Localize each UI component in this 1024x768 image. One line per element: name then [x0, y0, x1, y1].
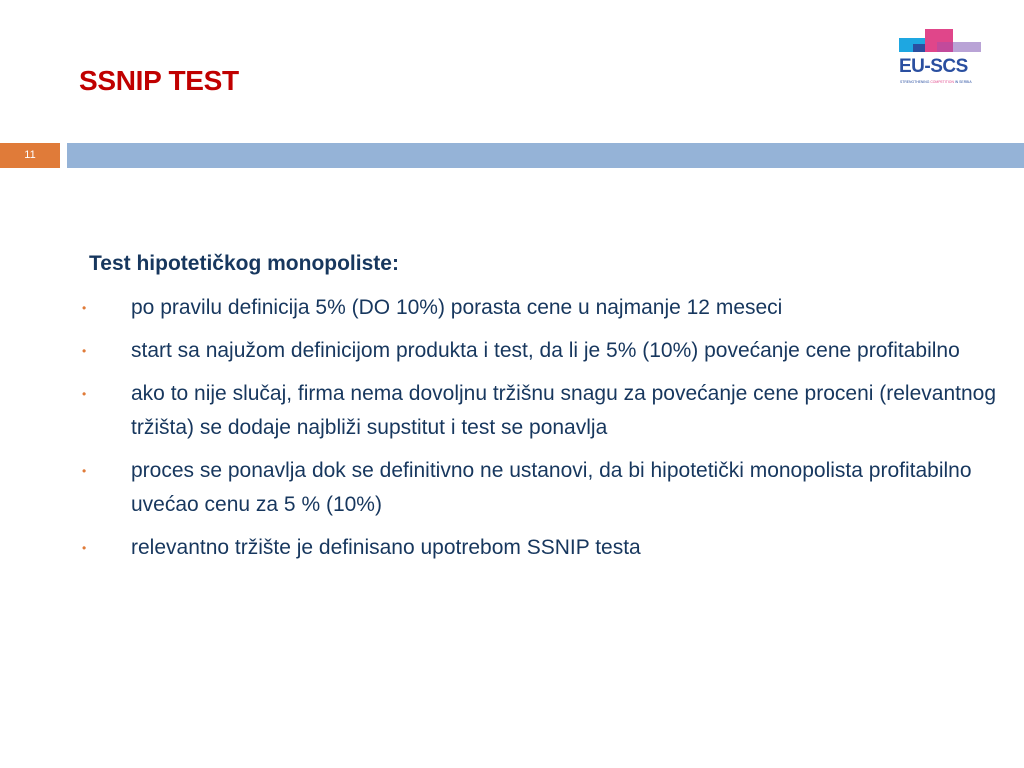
- page-number-box: [0, 143, 60, 168]
- logo-blocks-icon: [897, 28, 985, 58]
- bullet-item: [78, 291, 998, 325]
- bullet-icon: •: [82, 344, 87, 358]
- bullet-text: proces se ponavlja dok se definitivno ne ustanovi, da bi hipotetički monopolista profitabilno uvećao cenu za 5 % (10%): [131, 459, 972, 516]
- bullet-text: ako to nije slučaj, firma nema dovoljnu tržišnu snagu za povećanje cene proceni (relevantnog tržišta) se dodaje najbliži supstitut i test se ponavlja: [131, 382, 996, 439]
- bullet-text: po pravilu definicija 5% (DO 10%) porasta cene u najmanje 12 meseci: [131, 296, 783, 319]
- logo-tagline: [900, 80, 972, 84]
- logo-name: EU-SCS: [899, 56, 968, 77]
- bullet-text: start sa najužom definicijom produkta i test, da li je 5% (10%) povećanje cene profitabilno: [131, 339, 960, 362]
- bullet-list: [78, 291, 998, 565]
- slide-title: SSNIP TEST: [79, 65, 239, 96]
- bullet-icon: •: [82, 301, 87, 315]
- bullet-icon: •: [82, 541, 87, 555]
- slide-body: [78, 249, 998, 574]
- logo-tagline-end: IN SERBIA: [953, 80, 972, 84]
- bullet-item: [78, 334, 998, 368]
- eu-scs-logo: [897, 28, 985, 86]
- header-bar: [67, 143, 1024, 168]
- bullet-item: [78, 531, 998, 565]
- page-number: 11: [24, 149, 36, 161]
- bullet-text: relevantno tržište je definisano upotrebom SSNIP testa: [131, 536, 641, 559]
- intro-heading: Test hipotetičkog monopoliste:: [89, 252, 399, 275]
- bullet-item: [78, 377, 998, 445]
- logo-tagline-highlight: COMPETITION: [930, 80, 954, 84]
- bullet-icon: •: [82, 387, 87, 401]
- bullet-item: [78, 454, 998, 522]
- bullet-icon: •: [82, 464, 87, 478]
- logo-tagline-start: STRENGTHENING: [900, 80, 931, 84]
